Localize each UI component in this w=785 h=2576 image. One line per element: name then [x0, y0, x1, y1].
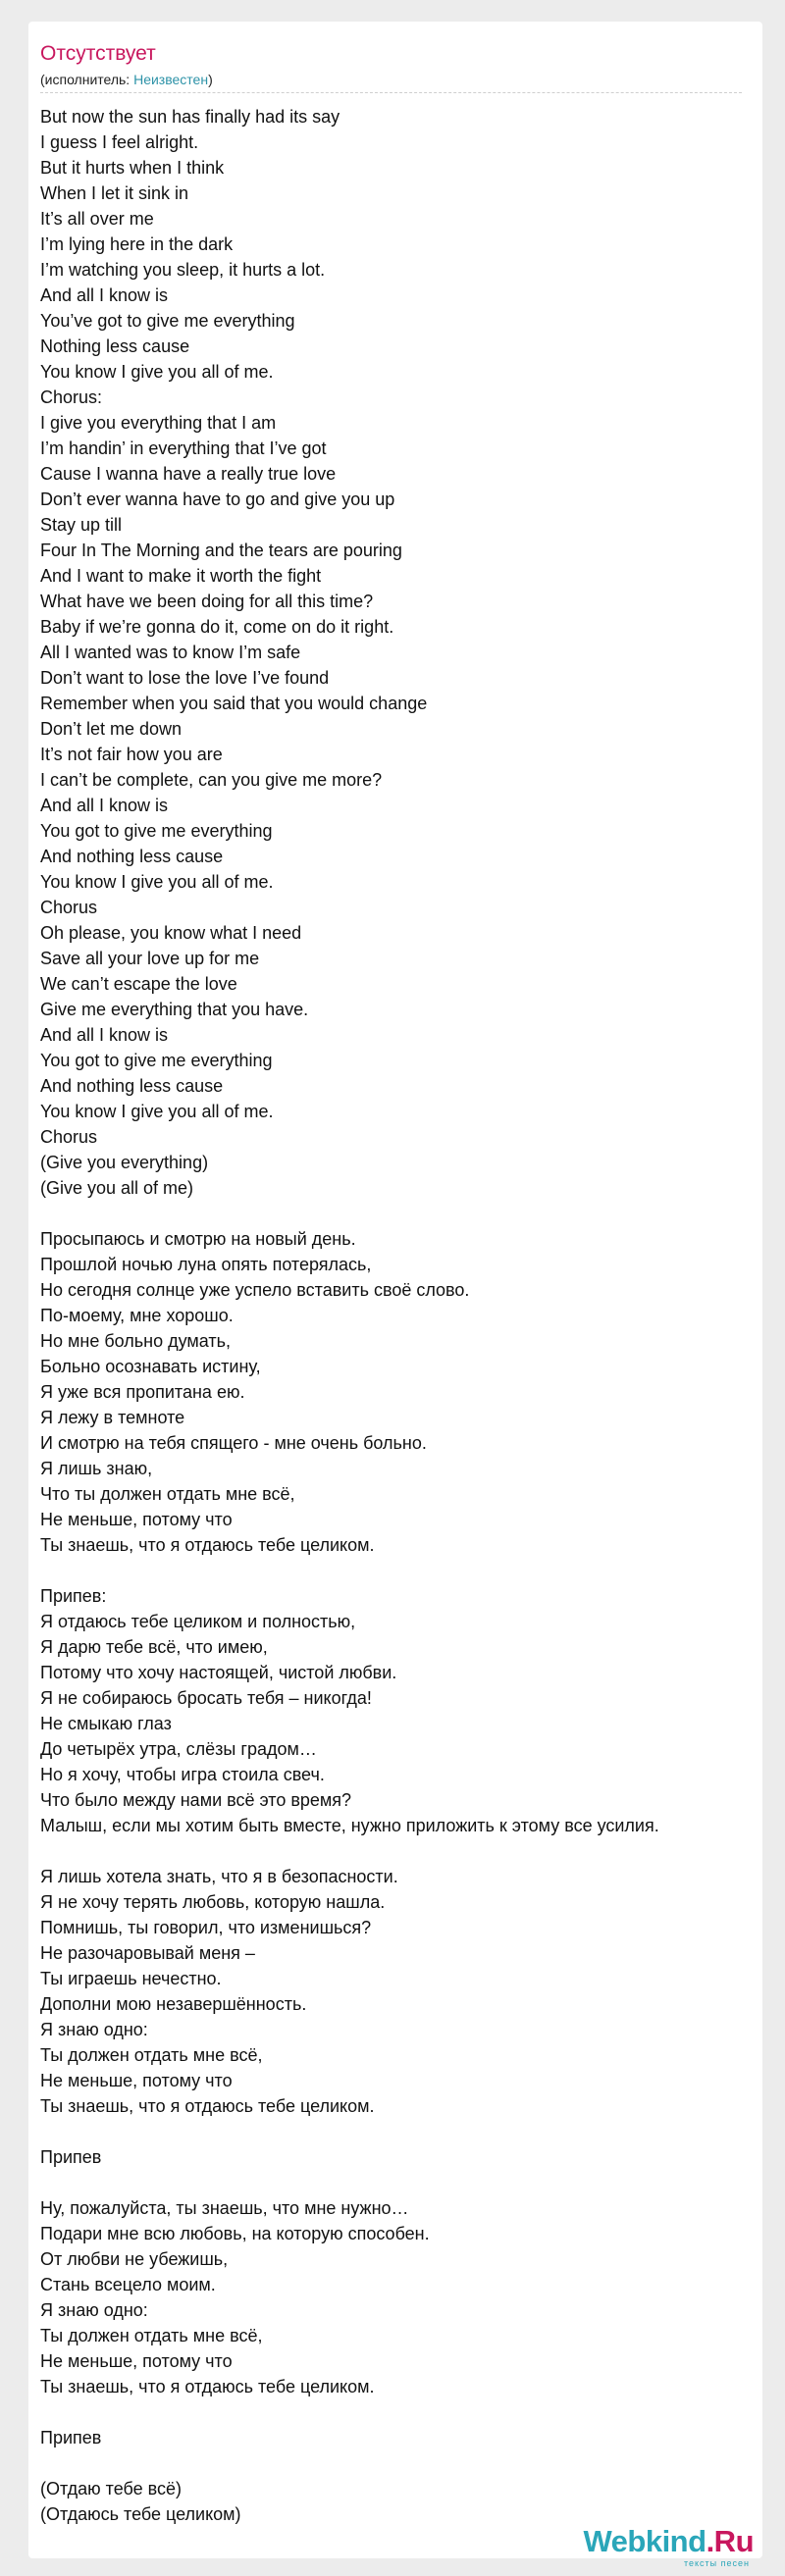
lyric-line: Chorus	[40, 898, 98, 917]
lyric-line: And all I know is	[40, 796, 169, 815]
lyric-line: Ты знаешь, что я отдаюсь тебе целиком.	[40, 2377, 375, 2396]
lyric-line: Baby if we’re gonna do it, come on do it right.	[40, 617, 394, 637]
lyric-line: (Give you all of me)	[40, 1178, 194, 1198]
lyric-line: Я уже вся пропитана ею.	[40, 1382, 245, 1402]
lyric-line: Chorus:	[40, 387, 103, 407]
lyric-line: Я знаю одно:	[40, 2300, 148, 2320]
lyric-line: Я отдаюсь тебе целиком и полностью,	[40, 1612, 356, 1631]
lyric-line: I’m lying here in the dark	[40, 234, 234, 254]
artist-link[interactable]: Неизвестен	[133, 72, 209, 87]
lyric-line: Что ты должен отдать мне всё,	[40, 1484, 295, 1504]
lyric-line: We can’t escape the love	[40, 974, 237, 994]
lyric-line: От любви не убежишь,	[40, 2249, 229, 2269]
lyric-line: Don’t want to lose the love I’ve found	[40, 668, 330, 688]
lyric-line: Cause I wanna have a really true love	[40, 464, 337, 484]
lyric-line: Просыпаюсь и смотрю на новый день.	[40, 1229, 356, 1249]
lyric-line: Save all your love up for me	[40, 949, 260, 968]
lyric-line: I’m handin’ in everything that I’ve got	[40, 438, 327, 458]
lyric-line: Я не хочу терять любовь, которую нашла.	[40, 1892, 386, 1912]
lyric-line: Я не собираюсь бросать тебя – никогда!	[40, 1688, 372, 1708]
lyric-line: Give me everything that you have.	[40, 1000, 309, 1019]
lyric-line: And nothing less cause	[40, 1076, 224, 1096]
lyric-line: I give you everything that I am	[40, 413, 277, 433]
logo-main-text: Webkind	[583, 2524, 706, 2558]
lyric-line: Chorus	[40, 1127, 98, 1147]
lyric-line: Не меньше, потому что	[40, 1510, 233, 1529]
lyric-line: And all I know is	[40, 285, 169, 305]
lyric-line	[40, 2119, 747, 2144]
lyric-line: Я лишь хотела знать, что я в безопасности.	[40, 1867, 398, 1886]
lyric-line: Потому что хочу настоящей, чистой любви.	[40, 1663, 397, 1682]
lyric-line: Ты играешь нечестно.	[40, 1969, 222, 1988]
lyric-line: Малыш, если мы хотим быть вместе, нужно приложить к этому все усилия.	[40, 1816, 659, 1835]
lyric-line: And nothing less cause	[40, 847, 224, 866]
lyric-line: Не разочаровывай меня –	[40, 1943, 255, 1963]
lyric-line: But it hurts when I think	[40, 158, 225, 178]
lyric-line: You know I give you all of me.	[40, 1102, 274, 1121]
lyric-line: (Give you everything)	[40, 1153, 209, 1172]
lyric-line: Ты знаешь, что я отдаюсь тебе целиком.	[40, 1535, 375, 1555]
lyric-line: Не меньше, потому что	[40, 2071, 233, 2090]
lyric-line: You know I give you all of me.	[40, 872, 274, 892]
lyric-line: You got to give me everything	[40, 821, 273, 841]
lyric-line: Стань всецело моим.	[40, 2275, 216, 2294]
lyric-line: But now the sun has finally had its say	[40, 107, 340, 127]
lyric-line: Ты должен отдать мне всё,	[40, 2326, 263, 2345]
lyric-line: Oh please, you know what I need	[40, 923, 302, 943]
lyric-line: Don’t ever wanna have to go and give you up	[40, 489, 395, 509]
logo-wordmark	[583, 2525, 754, 2558]
lyric-line: When I let it sink in	[40, 183, 189, 203]
lyric-line	[40, 1558, 747, 1583]
lyric-line: Я лишь знаю,	[40, 1459, 153, 1478]
webkind-logo[interactable]	[569, 2525, 765, 2568]
lyric-line: All I wanted was to know I’m safe	[40, 643, 301, 662]
lyric-line: I’m watching you sleep, it hurts a lot.	[40, 260, 326, 280]
title-divider	[40, 92, 742, 93]
lyric-line: До четырёх утра, слёзы градом…	[40, 1739, 317, 1759]
artist-prefix: (исполнитель:	[40, 72, 134, 87]
lyric-line: You’ve got to give me everything	[40, 311, 295, 331]
lyric-line: It’s not fair how you are	[40, 745, 223, 764]
lyric-line: Но сегодня солнце уже успело вставить своё слово.	[40, 1280, 470, 1300]
lyric-line: Я знаю одно:	[40, 2020, 148, 2039]
lyric-line: I guess I feel alright.	[40, 132, 199, 152]
lyric-line: It’s all over me	[40, 209, 154, 229]
lyric-line: По-моему, мне хорошо.	[40, 1306, 234, 1325]
lyric-line: Не меньше, потому что	[40, 2351, 233, 2371]
artist-line	[40, 71, 213, 88]
lyric-line: Но я хочу, чтобы игра стоила свеч.	[40, 1765, 325, 1784]
lyric-line: Nothing less cause	[40, 336, 190, 356]
artist-suffix: )	[208, 72, 213, 87]
lyric-line: Ну, пожалуйста, ты знаешь, что мне нужно…	[40, 2198, 409, 2218]
lyric-line: Припев	[40, 2428, 102, 2447]
lyric-line: (Отдаю тебе всё)	[40, 2479, 182, 2499]
lyric-line: Припев	[40, 2147, 102, 2167]
lyric-line: I can’t be complete, can you give me more?	[40, 770, 383, 790]
lyric-line: You got to give me everything	[40, 1051, 273, 1070]
lyric-line: And I want to make it worth the fight	[40, 566, 322, 586]
lyric-line: (Отдаюсь тебе целиком)	[40, 2504, 241, 2524]
lyric-line	[40, 2399, 747, 2425]
lyric-line: Подари мне всю любовь, на которую способен.	[40, 2224, 430, 2243]
lyric-line: Не смыкаю глаз	[40, 1714, 172, 1733]
lyric-line	[40, 1201, 747, 1226]
lyric-line: Дополни мою незавершённость.	[40, 1994, 307, 2014]
lyric-line: Прошлой ночью луна опять потерялась,	[40, 1255, 372, 1274]
lyric-line: Ты должен отдать мне всё,	[40, 2045, 263, 2065]
lyric-line	[40, 2170, 747, 2195]
lyric-line: You know I give you all of me.	[40, 362, 274, 382]
lyric-line: Don’t let me down	[40, 719, 183, 739]
lyric-line: Больно осознавать истину,	[40, 1357, 261, 1376]
lyric-line	[40, 2450, 747, 2476]
lyric-line: Я дарю тебе всё, что имею,	[40, 1637, 268, 1657]
logo-tld-text: .Ru	[706, 2524, 754, 2558]
lyric-line: Что было между нами всё это время?	[40, 1790, 352, 1810]
lyric-line: And all I know is	[40, 1025, 169, 1045]
lyric-line: Но мне больно думать,	[40, 1331, 232, 1351]
song-title: Отсутствует	[40, 42, 156, 65]
lyrics-text	[40, 104, 747, 2527]
lyric-line	[40, 1838, 747, 1864]
lyric-line: Stay up till	[40, 515, 123, 535]
logo-tagline: тексты песен	[683, 2558, 750, 2568]
lyric-line: Помнишь, ты говорил, что изменишься?	[40, 1918, 372, 1937]
lyric-line: Припев:	[40, 1586, 107, 1606]
lyric-line: What have we been doing for all this time?	[40, 592, 374, 611]
lyric-line: Four In The Morning and the tears are pouring	[40, 541, 402, 560]
lyric-line: Я лежу в темноте	[40, 1408, 185, 1427]
lyric-line: Remember when you said that you would change	[40, 694, 428, 713]
lyric-line: И смотрю на тебя спящего - мне очень больно.	[40, 1433, 427, 1453]
lyric-line: Ты знаешь, что я отдаюсь тебе целиком.	[40, 2096, 375, 2116]
